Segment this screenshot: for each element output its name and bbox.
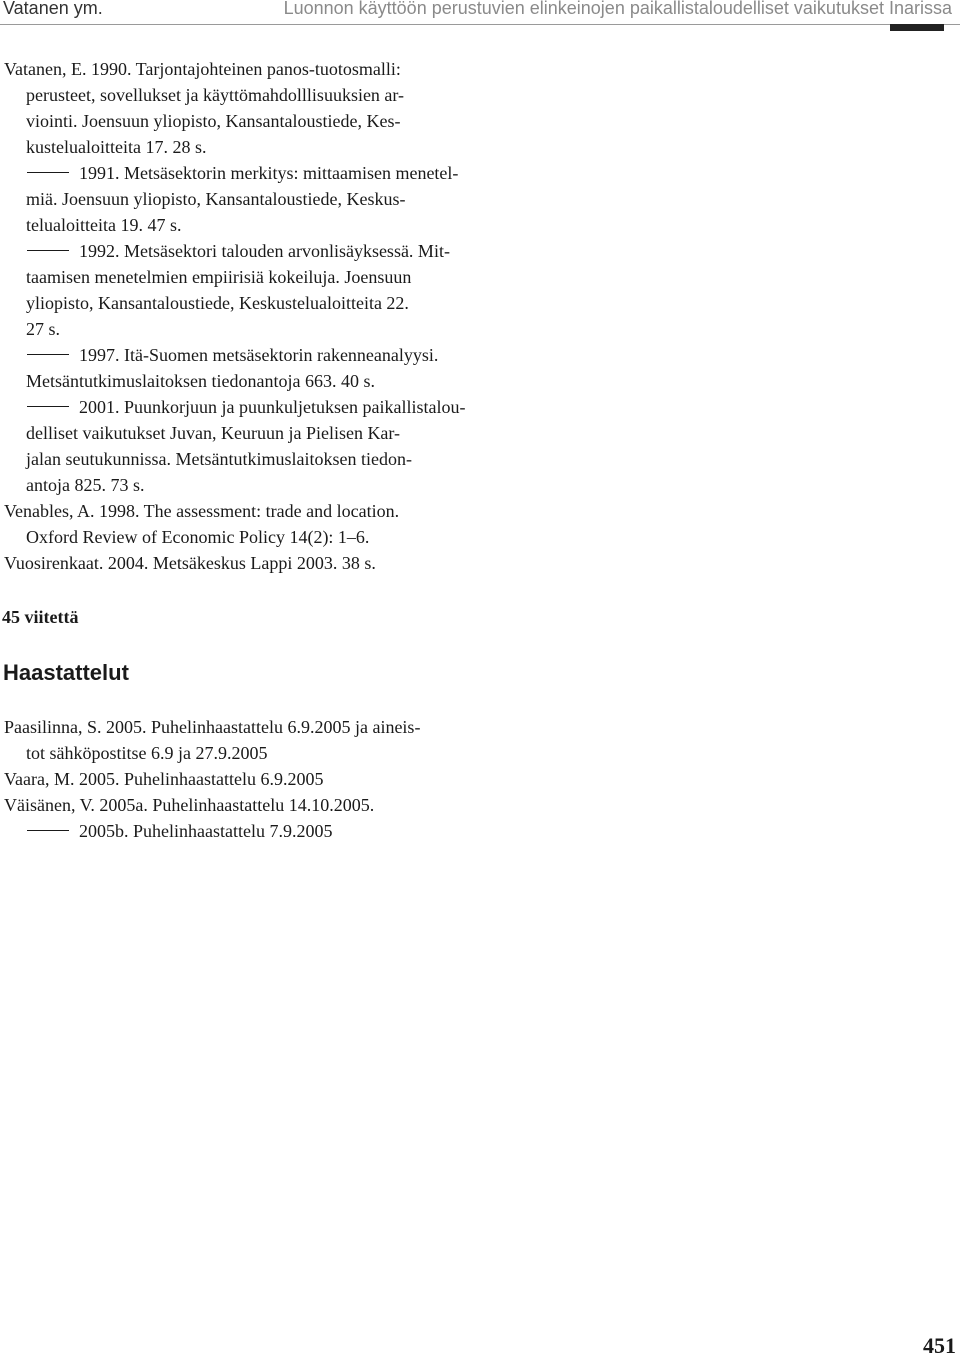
interview-entry [4,792,484,818]
reference-entry [4,498,476,550]
entry-line: Vuosirenkaat. 2004. Metsäkeskus Lappi 2003. 38 s. [4,553,376,573]
entry-line: 1991. Metsäsektorin merkitys: mittaamisen menetel- [4,160,476,186]
header-rule [0,24,960,25]
entry-line: 27 s. [26,319,61,339]
header-bar [890,24,944,31]
reference-entry [4,238,476,342]
entry-line: tot sähköpostitse 6.9 ja 27.9.2005 [26,743,268,763]
running-header [0,0,960,40]
entry-line: viointi. Joensuun yliopisto, Kansantaloustiede, Kes- [26,111,401,131]
entry-line: 1997. Itä-Suomen metsäsektorin rakenneanalyysi. [4,342,476,368]
ditto-dash [27,354,69,355]
entry-line: kustelualoitteita 17. 28 s. [26,137,207,157]
entry-line: perusteet, sovellukset ja käyttömahdolllisuuksien ar- [26,85,405,105]
reference-list [4,56,476,576]
entry-line: miä. Joensuun yliopisto, Kansantaloustiede, Keskus- [26,189,406,209]
entry-line: Paasilinna, S. 2005. Puhelinhaastattelu 6.9.2005 ja aineis- [4,717,421,737]
entry-line: Venables, A. 1998. The assessment: trade and location. [4,501,400,521]
ditto-dash [27,406,69,407]
entry-line: Metsäntutkimuslaitoksen tiedonantoja 663. 40 s. [26,371,375,391]
entry-line: Väisänen, V. 2005a. Puhelinhaastattelu 14.10.2005. [4,795,375,815]
reference-entry [4,342,476,394]
ditto-dash [27,830,69,831]
interview-entry [4,818,484,844]
section-heading: Haastattelut [3,660,129,685]
entry-line: delliset vaikutukset Juvan, Keuruun ja Pielisen Kar- [26,423,401,443]
header-title: Luonnon käyttöön perustuvien elinkeinojen paikallistaloudelliset vaikutukset Inarissa [283,0,952,18]
interview-entry [4,714,484,766]
reference-entry [4,550,476,576]
entry-line: yliopisto, Kansantaloustiede, Keskustelualoitteita 22. [26,293,409,313]
page-number: 451 [923,1333,956,1358]
reference-entry [4,394,476,498]
entry-line: 2001. Puunkorjuun ja puunkuljetuksen paikallistalou- [4,394,476,420]
entry-line: Oxford Review of Economic Policy 14(2): 1–6. [26,527,370,547]
entry-line: antoja 825. 73 s. [26,475,145,495]
header-author: Vatanen ym. [3,0,103,18]
interview-entry [4,766,484,792]
entry-line: telualoitteita 19. 47 s. [26,215,182,235]
entry-line: Vaara, M. 2005. Puhelinhaastattelu 6.9.2005 [4,769,324,789]
interview-list [4,714,484,844]
ditto-dash [27,250,69,251]
reference-entry [4,56,476,160]
entry-line: Vatanen, E. 1990. Tarjontajohteinen panos-tuotosmalli: [4,59,401,79]
entry-line: 2005b. Puhelinhaastattelu 7.9.2005 [4,818,484,844]
ditto-dash [27,172,69,173]
entry-line: jalan seutukunnissa. Metsäntutkimuslaitoksen tiedon- [26,449,412,469]
entry-line: taamisen menetelmien empiirisiä kokeiluja. Joensuun [26,267,412,287]
reference-count: 45 viitettä [2,607,79,627]
reference-entry [4,160,476,238]
entry-line: 1992. Metsäsektori talouden arvonlisäyksessä. Mit- [4,238,476,264]
